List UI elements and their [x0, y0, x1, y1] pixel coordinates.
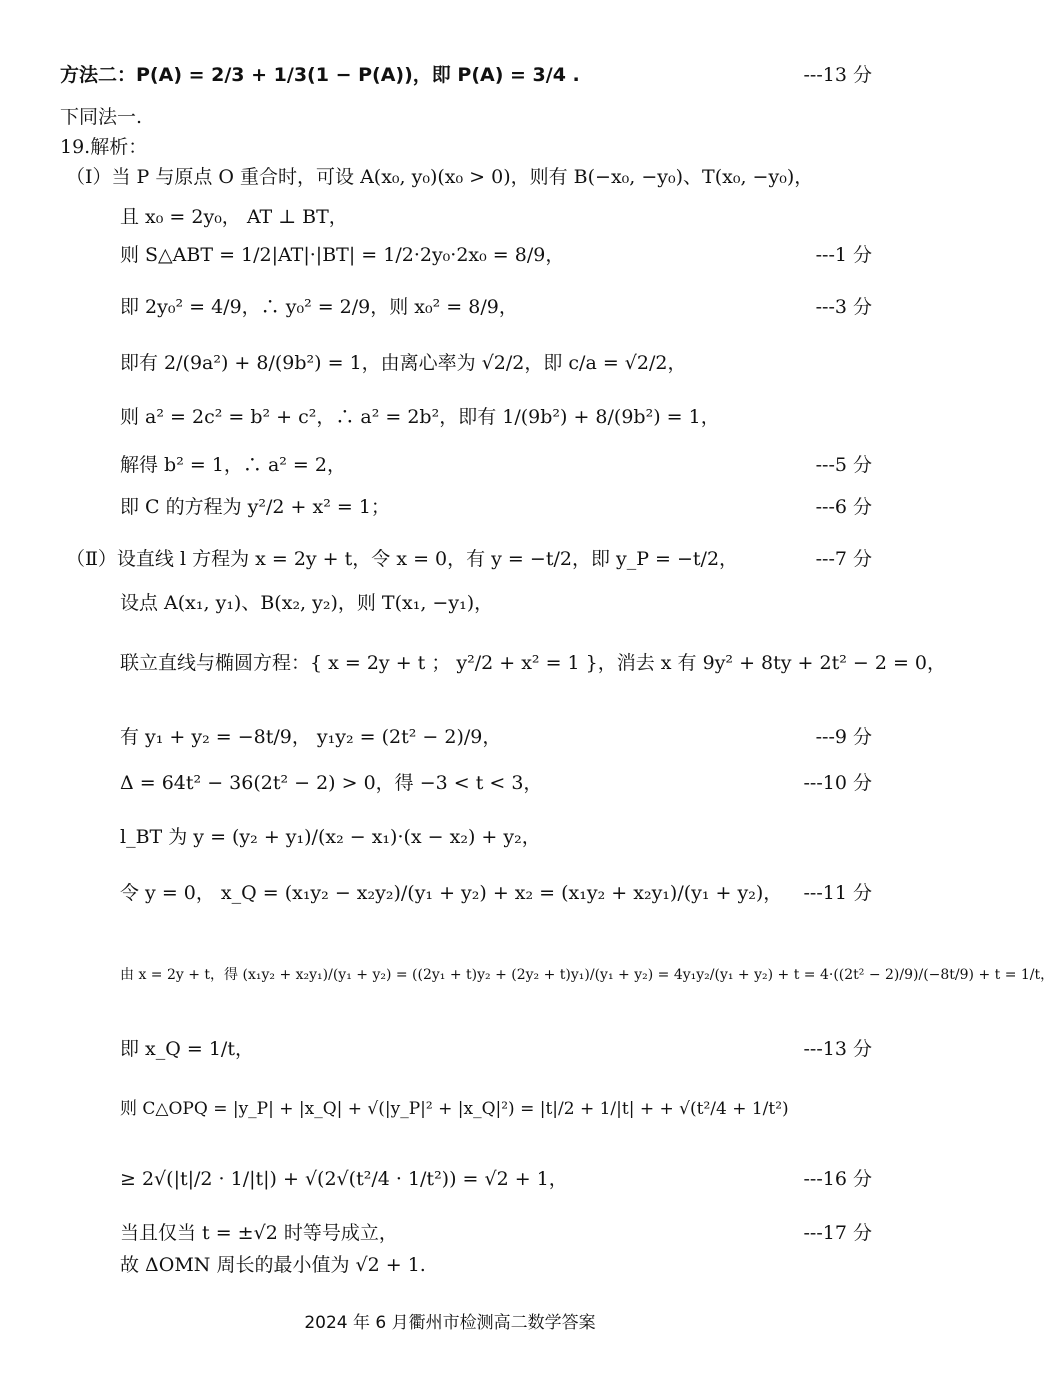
solution-line: 即 C 的方程为 y²/2 + x² = 1； — [120, 496, 390, 518]
score-label: ---6 分 — [815, 496, 872, 518]
solution-line: 且 x₀ = 2y₀， AT ⊥ BT， — [120, 206, 348, 228]
solution-line: 则 C△OPQ = |y_P| + |x_Q| + √(|y_P|² + |x_Q|²) = |t|/2 + 1/|t| + + √(t²/4 + 1/t²) — [120, 1099, 789, 1119]
page-footer: 2024 年 6 月衢州市检测高二数学答案 — [304, 1313, 596, 1333]
solution-line: 则 a² = 2c² = b² + c²，∴ a² = 2b²，即有 1/(9b²) + 8/(9b²) = 1， — [120, 406, 720, 428]
solution-line: 联立直线与椭圆方程：{ x = 2y + t ； y²/2 + x² = 1 }，消去 x 有 9y² + 8ty + 2t² − 2 = 0， — [120, 652, 947, 674]
problem-19-heading: 19.解析： — [60, 136, 148, 158]
score-label: ---9 分 — [815, 726, 872, 748]
solution-line: 则 S△ABT = 1/2|AT|·|BT| = 1/2·2y₀·2x₀ = 8/9， — [120, 244, 565, 266]
solution-line: 解得 b² = 1，∴ a² = 2， — [120, 454, 346, 476]
part-two-intro: （Ⅱ）设直线 l 方程为 x = 2y + t，令 x = 0，有 y = −t/2，即 y_P = −t/2， — [66, 548, 739, 570]
score-label: ---13 分 — [803, 1038, 872, 1060]
score-label: ---13 分 — [803, 64, 872, 86]
solution-line: 故 ΔOMN 周长的最小值为 √2 + 1. — [120, 1254, 426, 1276]
solution-line: 有 y₁ + y₂ = −8t/9， y₁y₂ = (2t² − 2)/9， — [120, 726, 502, 748]
part-one-intro: （Ⅰ）当 P 与原点 O 重合时，可设 A(x₀, y₀)(x₀ > 0)，则有 B(−x₀, −y₀)、T(x₀, −y₀)， — [66, 166, 814, 188]
solution-line: 由 x = 2y + t，得 (x₁y₂ + x₂y₁)/(y₁ + y₂) = ((2y₁ + t)y₂ + (2y₂ + t)y₁)/(y₁ + y₂) = 4y₁y₂/(y₁ + y₂) + t = 4·((2t² − 2)/9)/(−8t/9) + t = 1/t， — [120, 967, 1054, 983]
solution-line: 令 y = 0， x_Q = (x₁y₂ − x₂y₂)/(y₁ + y₂) + x₂ = (x₁y₂ + x₂y₁)/(y₁ + y₂)， — [120, 882, 783, 904]
method-two-line: 方法二：P(A) = 2/3 + 1/3(1 − P(A))，即 P(A) = 3/4 . — [60, 64, 580, 86]
solution-line: Δ = 64t² − 36(2t² − 2) > 0，得 −3 < t < 3， — [120, 772, 543, 794]
solution-line: 即 x_Q = 1/t， — [120, 1038, 254, 1060]
score-label: ---16 分 — [803, 1168, 872, 1190]
score-label: ---5 分 — [815, 454, 872, 476]
solution-line: 设点 A(x₁, y₁)、B(x₂, y₂)，则 T(x₁, −y₁)， — [120, 592, 494, 614]
score-label: ---3 分 — [815, 296, 872, 318]
same-as-method-one: 下同法一. — [60, 106, 143, 128]
score-label: ---10 分 — [803, 772, 872, 794]
solution-line: 当且仅当 t = ±√2 时等号成立， — [120, 1222, 398, 1244]
score-label: ---1 分 — [815, 244, 872, 266]
solution-line: ≥ 2√(|t|/2 · 1/|t|) + √(2√(t²/4 · 1/t²)) = √2 + 1， — [120, 1168, 568, 1190]
solution-line: l_BT 为 y = (y₂ + y₁)/(x₂ − x₁)·(x − x₂) + y₂， — [120, 826, 541, 848]
solution-line: 即 2y₀² = 4/9，∴ y₀² = 2/9，则 x₀² = 8/9， — [120, 296, 518, 318]
score-label: ---17 分 — [803, 1222, 872, 1244]
score-label: ---11 分 — [803, 882, 872, 904]
solution-line: 即有 2/(9a²) + 8/(9b²) = 1，由离心率为 √2/2，即 c/a = √2/2， — [120, 352, 687, 374]
score-label: ---7 分 — [815, 548, 872, 570]
